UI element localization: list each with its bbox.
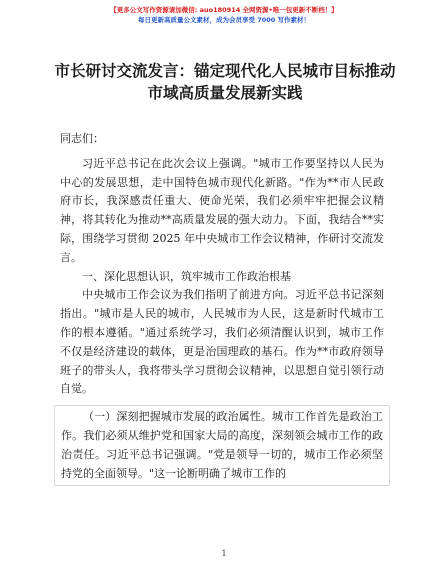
section-heading: 一、深化思想认识，筑牢城市工作政治根基: [82, 269, 291, 283]
intro-paragraph: 习近平总书记在此次会议上强调。"城市工作要坚持以人民为中心的发展思想，走中国特色城市现代化新路。"作为**市人民政府市长，我深感责任重大、使命光荣，我们必须牢牢把握会议精神，将其转化为推动**高质量发展的强大动力。下面，我结合**实际，围绕学习贯彻 2025 年中央城市工作会议精神，作研讨交流发言。: [60, 156, 384, 264]
page-number: 1: [221, 549, 227, 558]
body-paragraph: 中央城市工作会议为我们指明了前进方向。习近平总书记深刻指出。"城市是人民的城市，人民城市为人民，这是新时代城市工作的根本遵循。"通过系统学习，我们必须清醒认识到，城市工作不仅是经济建设的载体，更是治国理政的基石。作为**市政府领导班子的带头人，我将带头学习贯彻会议精神，以思想自觉引领行动自觉。: [60, 288, 384, 396]
promo-banner-line-1: 【更多公文写作资源请加微信: auo180914 全网资源•唯一包更新不断档！】: [110, 6, 338, 14]
document-body: [60, 130, 384, 486]
promo-banner: [0, 6, 448, 25]
subsection-paragraph: （一）深刻把握城市发展的政治属性。城市工作首先是政治工作。我们必须从维护党和国家大局的高度，深刻领会城市工作的政治责任。习近平总书记强调。"党是领导一切的，城市工作必须坚持党的全面领导。"这一论断明确了城市工作的: [61, 410, 383, 480]
greeting: 同志们：: [60, 132, 104, 145]
promo-banner-line-2: 每日更新高质量公文素材，成为会员享受 7000 写作素材！: [137, 15, 311, 24]
highlighted-paragraph-box: [54, 405, 390, 486]
document-title: 市长研讨交流发言：锚定现代化人民城市目标推动市域高质量发展新实践: [54, 62, 396, 102]
